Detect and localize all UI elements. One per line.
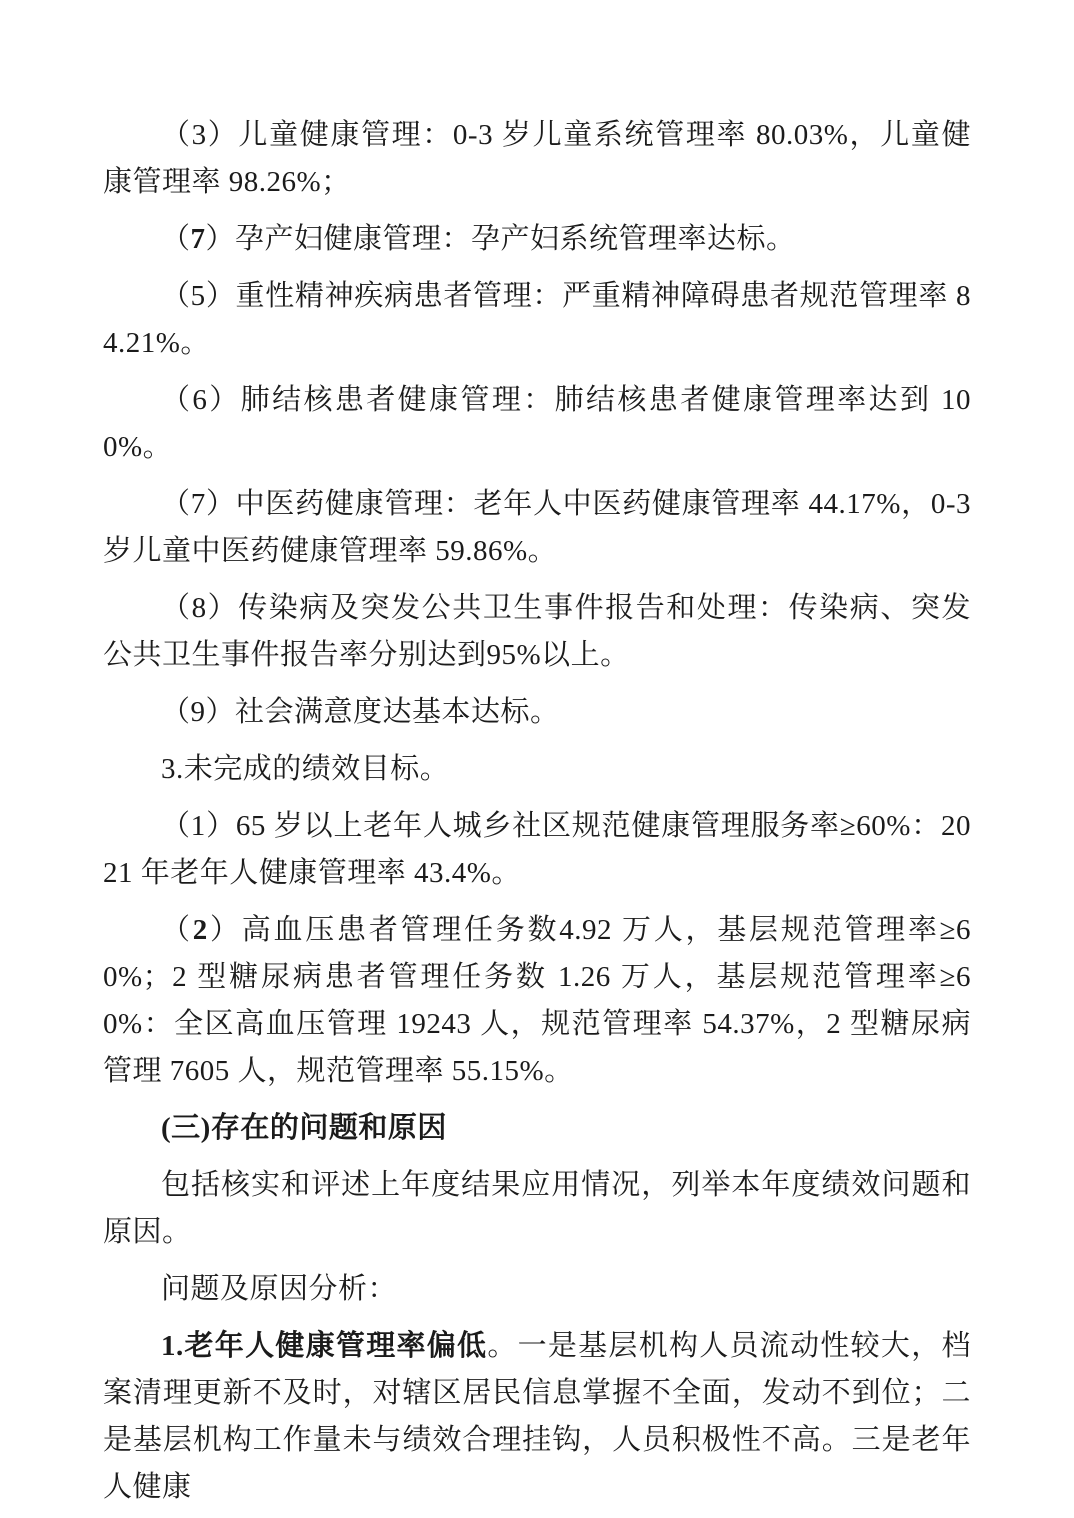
heading-text: (三)存在的问题和原因: [161, 1112, 447, 1144]
paragraph-text: ）孕产妇健康管理：孕产妇系统管理率达标。: [205, 223, 796, 255]
heading-problems-and-causes: [103, 1105, 971, 1152]
para-tcm-health-mgmt: [103, 481, 971, 575]
paragraph-text-bold: 7: [190, 223, 206, 255]
para-infectious-disease-report: [103, 585, 971, 679]
paragraph-text: （3）儿童健康管理：0-3 岁儿童系统管理率 80.03%，儿童健康管理率 98.26%；: [103, 119, 971, 198]
paragraph-text: 。一是基层机构人员流动性较大，档案清理更新不及时，对辖区居民信息掌握不全面，发动不到位；二是基层机构工作量未与绩效合理挂钩，人员积极性不高。三是老年人健康: [103, 1330, 971, 1503]
paragraph-text-bold: 1.老年人健康管理率偏低: [161, 1330, 488, 1362]
paragraph-text: （9）社会满意度达基本达标。: [161, 696, 560, 728]
para-child-health-mgmt: [103, 112, 971, 206]
paragraph-text: 问题及原因分析：: [161, 1273, 398, 1305]
para-review-description: [103, 1162, 971, 1256]
para-elderly-health-rate: [103, 803, 971, 897]
para-problem-analysis-label: [103, 1266, 971, 1313]
para-mental-illness-mgmt: [103, 273, 971, 367]
para-tb-patient-mgmt: [103, 377, 971, 471]
paragraph-text: （: [161, 914, 193, 946]
paragraph-text: 3.未完成的绩效目标。: [161, 753, 450, 785]
para-maternal-health-mgmt: [103, 216, 971, 263]
paragraph-text: （: [161, 223, 191, 255]
para-unfinished-goals: [103, 746, 971, 793]
paragraph-text-bold: 2: [192, 914, 208, 946]
paragraph-text: （6）肺结核患者健康管理：肺结核患者健康管理率达到 100%。: [103, 384, 971, 463]
paragraph-text: （7）中医药健康管理：老年人中医药健康管理率 44.17%，0-3 岁儿童中医药健康管理率 59.86%。: [103, 488, 971, 567]
paragraph-text: （5）重性精神疾病患者管理：严重精神障碍患者规范管理率 84.21%。: [103, 280, 971, 359]
paragraph-text: ）高血压患者管理任务数4.92 万人，基层规范管理率≥60%；2 型糖尿病患者管理任务数 1.26 万人，基层规范管理率≥60%：全区高血压管理 19243 人，规范管理率 54.37%，2 型糖尿病管理 7605 人，规范管理率 55.15%。: [103, 914, 971, 1087]
para-social-satisfaction: [103, 689, 971, 736]
paragraph-text: 包括核实和评述上年度结果应用情况，列举本年度绩效问题和原因。: [103, 1169, 971, 1248]
para-hypertension-diabetes: [103, 907, 971, 1095]
paragraph-text: （8）传染病及突发公共卫生事件报告和处理：传染病、突发公共卫生事件报告率分别达到95%以上。: [103, 592, 971, 671]
paragraph-text: （1）65 岁以上老年人城乡社区规范健康管理服务率≥60%：2021 年老年人健康管理率 43.4%。: [103, 810, 971, 889]
para-elderly-mgmt-rate-low: [103, 1323, 971, 1511]
